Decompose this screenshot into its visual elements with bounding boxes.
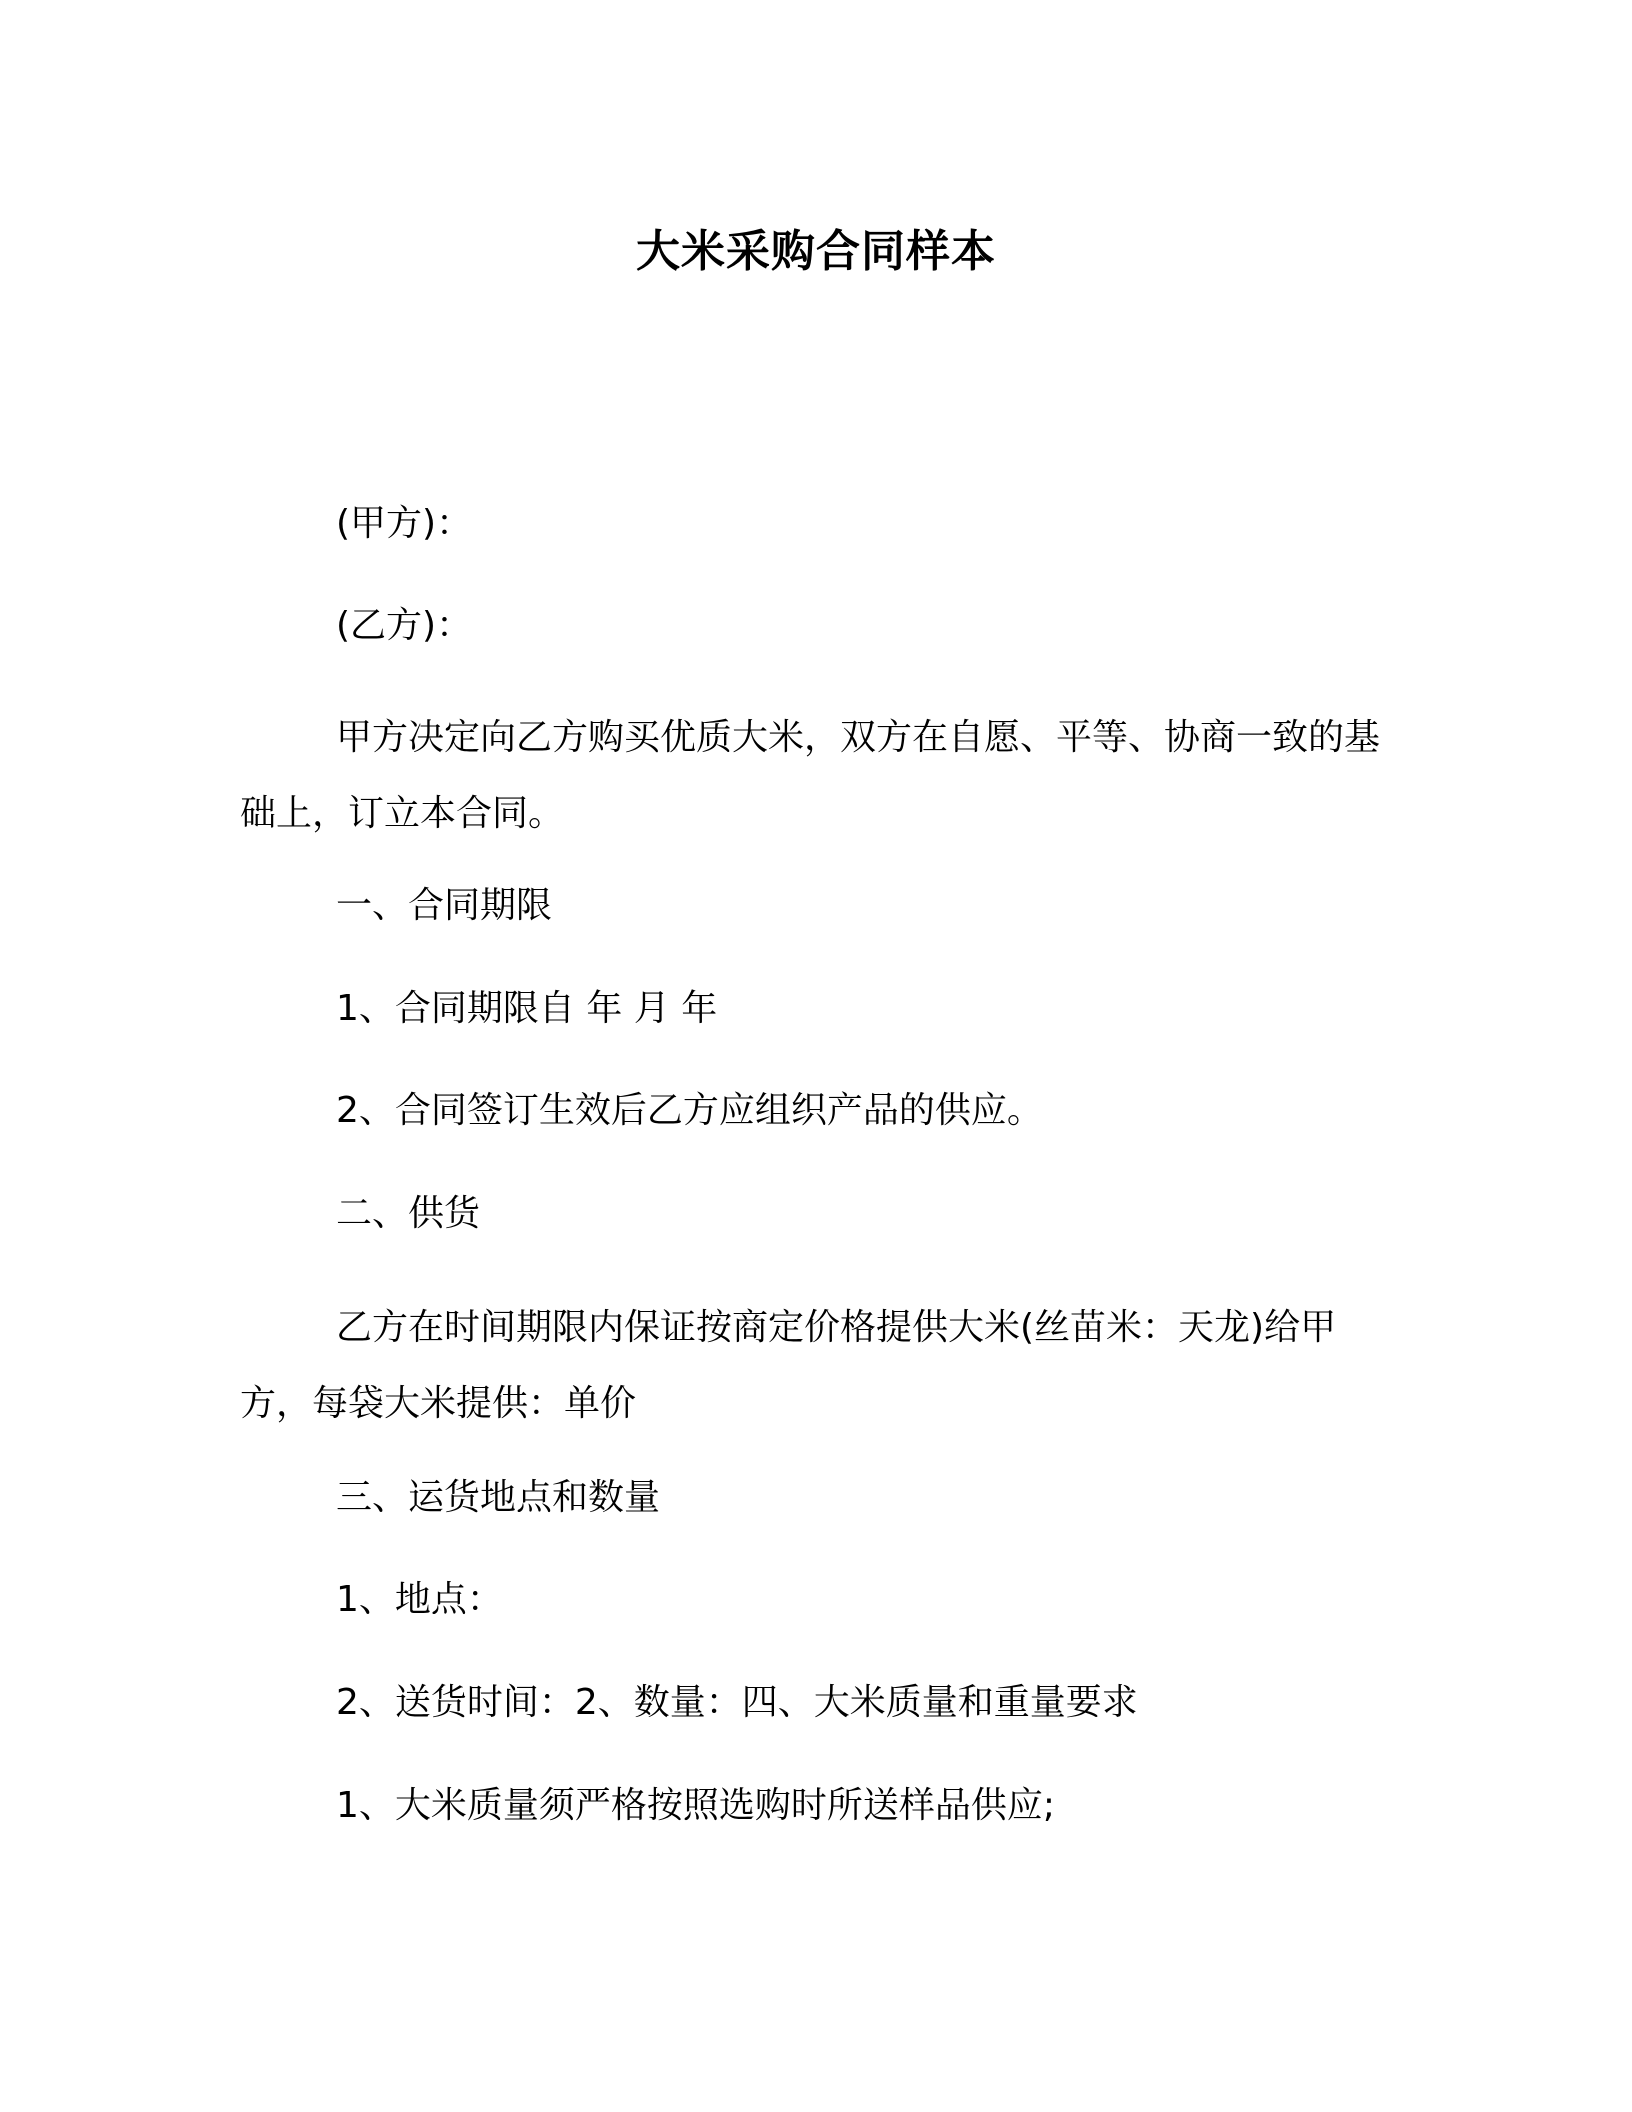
section3-item2: 2、送货时间：2、数量：四、大米质量和重量要求	[336, 1682, 1138, 1723]
section1-item2: 2、合同签订生效后乙方应组织产品的供应。	[336, 1090, 1043, 1131]
section2-heading: 二、供货	[336, 1193, 481, 1234]
section4-item1: 1、大米质量须严格按照选购时所送样品供应;	[336, 1785, 1056, 1826]
section3-item1: 1、地点：	[336, 1579, 503, 1620]
party-a-line: (甲方)：	[336, 503, 473, 544]
section1-item1: 1、合同期限自 年 月 年	[336, 988, 718, 1029]
party-b-line: (乙方)：	[336, 605, 473, 646]
document-title: 大米采购合同样本	[636, 226, 996, 277]
section1-heading: 一、合同期限	[336, 885, 553, 926]
intro-paragraph: 甲方决定向乙方购买优质大米，双方在自愿、平等、协商一致的基础上，订立本合同。	[240, 717, 1381, 834]
section3-heading: 三、运货地点和数量	[336, 1477, 661, 1518]
section2-body: 乙方在时间期限内保证按商定价格提供大米(丝苗米：天龙)给甲方，每袋大米提供：单价	[240, 1307, 1337, 1424]
